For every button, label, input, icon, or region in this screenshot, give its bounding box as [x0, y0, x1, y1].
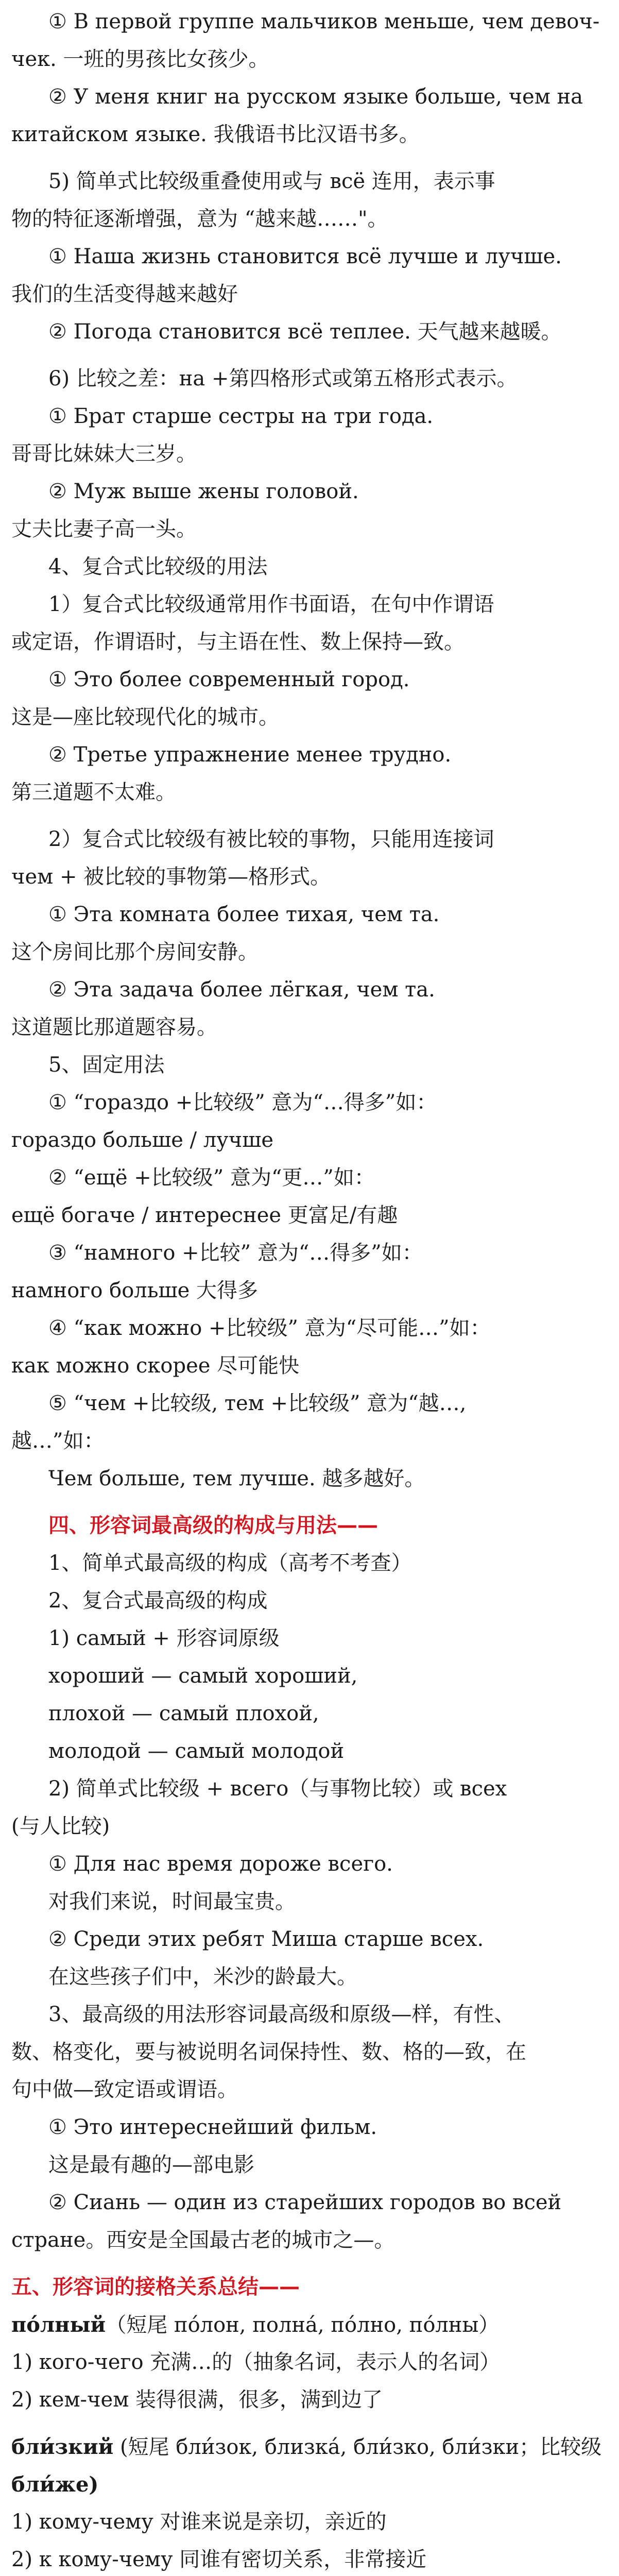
text-line: (与人比较): [11, 1815, 110, 1838]
text-line: 这道题比那道题容易。: [11, 1015, 217, 1039]
text-line: 越…”如：: [11, 1429, 105, 1453]
spacer: [11, 154, 545, 163]
text-line: ① Это более современный город.: [48, 668, 410, 691]
text-line: стране。西安是全国最古老的城市之—。: [11, 2228, 395, 2252]
text-line: ④ “как можно +比较级” 意为“尽可能…”如：: [48, 1316, 491, 1340]
text-line: 1、简单式最高级的构成（高考不考查）: [48, 1551, 412, 1575]
text-line: ② Муж выше жены головой.: [48, 480, 359, 503]
text-line: [11, 2306, 545, 2344]
text-line: ② Погода становится всё теплее. 天气越来越暖。: [48, 320, 562, 344]
text-line: 3、最高级的用法形容词最高级和原级—样，有性、: [48, 2003, 515, 2026]
text-line: чек. 一班的男孩比女孩少。: [11, 47, 269, 71]
text-line: 我们的生活变得越来越好: [11, 282, 238, 306]
text-line: ③ “намного +比较” 意为“…得多”如：: [48, 1241, 423, 1265]
text-line: ② Среди этих ребят Миша старше всех.: [48, 1927, 484, 1951]
text-line: 数、格变化，要与被说明名词保持性、数、格的—致，在: [11, 2040, 526, 2064]
headword-note: （短尾 по́лон, полна́, по́лно, по́лны）: [106, 2313, 500, 2337]
text-line: намного больше 大得多: [11, 1279, 259, 1302]
text-line: 对我们来说，时间最宝贵。: [48, 1890, 296, 1913]
text-line: 物的特征逐渐增强，意为 “越来越……"。: [11, 207, 388, 231]
text-line: плохой — самый плохой,: [48, 1702, 319, 1725]
text-line: Чем больше, тем лучше. 越多越好。: [48, 1467, 425, 1490]
text-line: ① Брат старше сестры на три года.: [48, 404, 434, 428]
text-line: 5) 简单式比较级重叠使用或与 всё 连用，表示事: [48, 170, 495, 193]
text-line: ① Это интереснейший фильм.: [48, 2115, 377, 2139]
headword-note: (短尾 бли́зок, близка́, бли́зко, бли́зки；比较级: [113, 2435, 602, 2459]
text-line: как можно скорее 尽可能快: [11, 1354, 300, 1378]
section-heading: 四、形容词最高级的构成与用法——: [48, 1514, 378, 1537]
spacer: [11, 2419, 545, 2428]
spacer: [11, 811, 545, 821]
text-line: 1）复合式比较级通常用作书面语，在句中作谓语: [48, 592, 494, 616]
text-line: ② У меня книг на русском языке больше, чем на: [48, 85, 583, 109]
text-line: [11, 2428, 602, 2466]
text-line: ② Третье упражнение менее трудно.: [48, 743, 452, 767]
spacer: [11, 351, 545, 360]
text-line: 4、复合式比较级的用法: [48, 555, 268, 579]
text-line: 1) кого-чего 充满…的（抽象名词，表示人的名词）: [11, 2350, 501, 2374]
text-line: 2、复合式最高级的构成: [48, 1589, 268, 1613]
text-line: 2）复合式比较级有被比较的事物，只能用连接词: [48, 827, 494, 851]
spacer: [11, 1498, 545, 1507]
text-line: ① Наша жизнь становится всё лучше и лучше.: [48, 245, 562, 268]
text-line: ① “гораздо +比较级” 意为“…得多”如：: [48, 1091, 437, 1114]
text-line: ② Эта задача более лёгкая, чем та.: [48, 978, 435, 1002]
text-line: ① В первой группе мальчиков меньше, чем девоч-: [48, 10, 600, 33]
text-line: гораздо больше / лучше: [11, 1128, 274, 1152]
text-line: ① Эта комната более тихая, чем та.: [48, 903, 440, 926]
text-line: 2) к кому-чему 同谁有密切关系，非常接近: [11, 2548, 427, 2571]
text-line: чем + 被比较的事物第—格形式。: [11, 865, 331, 889]
text-line: 1) кому-чему 对谁来说是亲切，亲近的: [11, 2510, 387, 2534]
text-line: 6) 比较之差：на +第四格形式或第五格形式表示。: [48, 367, 518, 391]
text-line: 5、固定用法: [48, 1053, 165, 1077]
headword: бли́зкий: [11, 2435, 114, 2459]
text-line: 句中做—致定语或谓语。: [11, 2078, 238, 2102]
text-line: 哥哥比妹妹大三岁。: [11, 442, 197, 466]
section-heading: 五、形容词的接格关系总结——: [11, 2275, 300, 2299]
headword: по́лный: [11, 2313, 106, 2337]
text-line: 2) кем-чем 装得很满，很多，满到边了: [11, 2388, 383, 2412]
text-line: 在这些孩子们中，米沙的龄最大。: [48, 1965, 357, 1989]
text-line: ② Сиань — один из старейших городов во всей: [48, 2191, 562, 2214]
text-line: 这个房间比那个房间安静。: [11, 940, 259, 964]
text-line: молодой — самый молодой: [48, 1739, 345, 1763]
text-line: 或定语，作谓语时，与主语在性、数上保持—致。: [11, 630, 465, 654]
text-line: ⑤ “чем +比较级, тем +比较级” 意为“越…,: [48, 1392, 467, 1415]
text-line: бли́же): [11, 2472, 99, 2497]
text-line: ещё богаче / интереснее 更富足/有趣: [11, 1204, 398, 1227]
text-line: 这是—座比较现代化的城市。: [11, 705, 279, 729]
text-line: 2) 简单式比较级 + всего（与事物比较）或 всех: [48, 1777, 507, 1801]
text-line: китайском языке. 我俄语书比汉语书多。: [11, 123, 420, 146]
text-line: 第三道题不太难。: [11, 781, 176, 804]
spacer: [11, 2259, 545, 2268]
text-line: хороший — самый хороший,: [48, 1664, 358, 1688]
text-line: 这是最有趣的—部电影: [48, 2153, 254, 2177]
text-line: 1) самый + 形容词原级: [48, 1626, 280, 1650]
text-line: 丈夫比妻子高一头。: [11, 517, 197, 541]
text-line: ① Для нас время дороже всего.: [48, 1852, 393, 1876]
text-line: ② “ещё +比较级” 意为“更…”如：: [48, 1166, 375, 1190]
